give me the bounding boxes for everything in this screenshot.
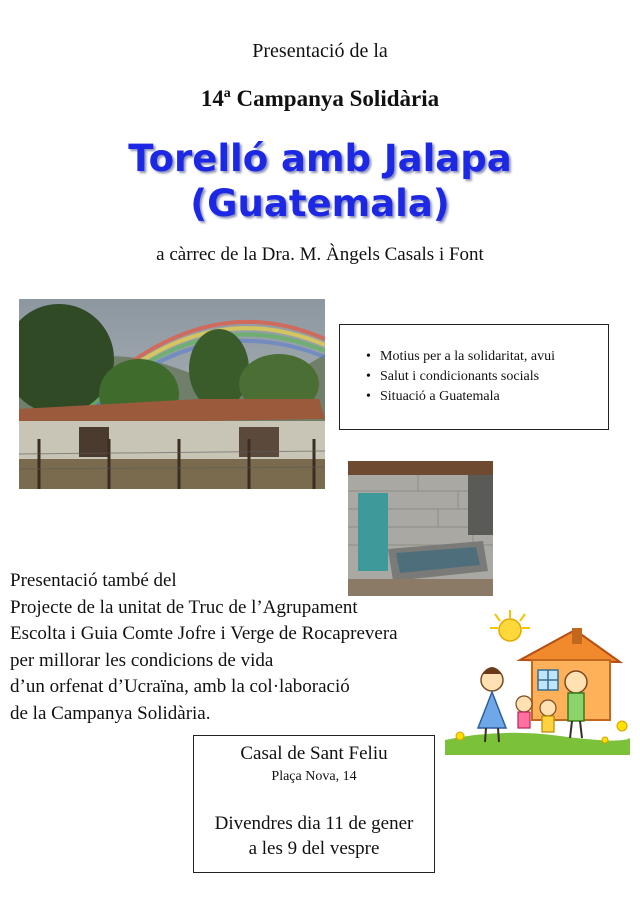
speaker-text: a càrrec de la Dra. M. Àngels Casals i Font	[156, 244, 484, 265]
paragraph-line: d’un orfenat d’Ucraïna, amb la col·laboració	[10, 676, 350, 697]
paragraph-line: Projecte de la unitat de Truc de l’Agrupament	[10, 596, 358, 618]
campaign-title: 14ª Campanya Solidària	[200, 86, 440, 111]
topic-item: • Motius per a la solidaritat, avui	[380, 347, 608, 367]
topics-list	[340, 325, 608, 407]
venue-address: Plaça Nova, 14	[271, 769, 357, 784]
bullet-icon: •	[366, 369, 371, 384]
paragraph-line: per millorar les condicions de vida	[10, 649, 274, 671]
venue-name: Casal de Sant Feliu	[240, 743, 388, 764]
page-title	[0, 136, 640, 226]
bullet-icon: •	[366, 389, 371, 404]
project-description	[10, 568, 450, 727]
bullet-icon: •	[366, 349, 371, 364]
intro-text: Presentació de la	[252, 40, 388, 62]
topic-item: • Salut i condicionants socials	[380, 367, 608, 387]
event-time: a les 9 del vespre	[248, 838, 380, 859]
paragraph-line: Presentació també del	[10, 570, 177, 591]
title-line-2: (Guatemala)	[190, 182, 450, 225]
venue-box	[193, 735, 435, 873]
event-date: Divendres dia 11 de gener	[214, 813, 414, 834]
paragraph-line: Escolta i Guia Comte Jofre i Verge de Rocaprevera	[10, 623, 398, 644]
topic-item: • Situació a Guatemala	[380, 387, 608, 407]
family-drawing	[440, 610, 635, 755]
event-datetime	[194, 811, 434, 861]
village-photo	[19, 299, 325, 489]
title-line-1: Torelló amb Jalapa	[128, 137, 512, 180]
paragraph-line: de la Campanya Solidària.	[10, 702, 211, 724]
topics-box	[339, 324, 609, 430]
